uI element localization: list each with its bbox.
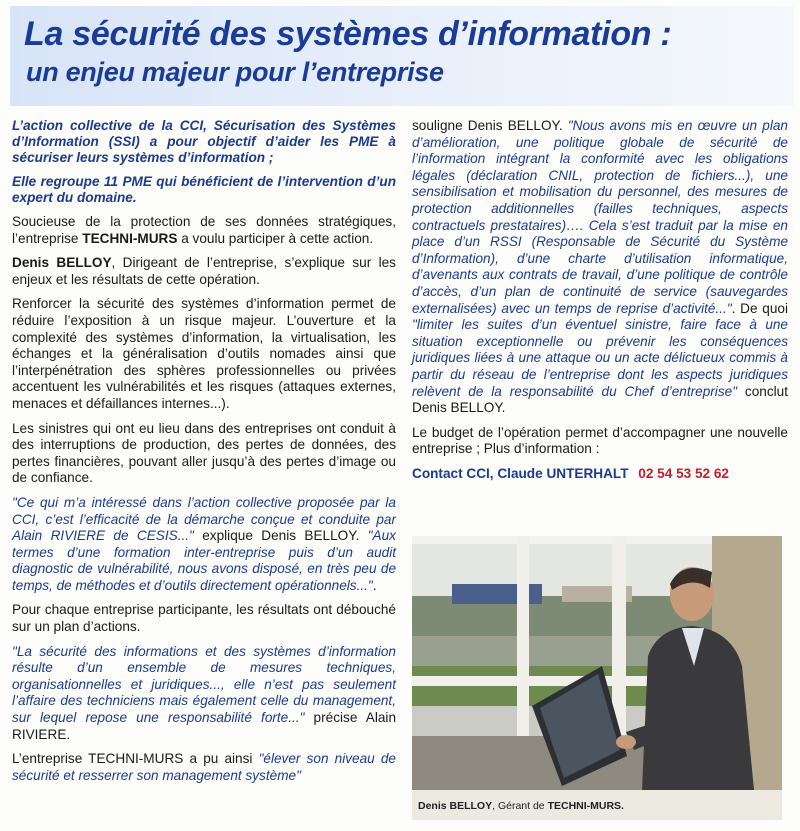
caption-name: Denis BELLOY	[418, 800, 493, 812]
r1-end: conclut Denis BELLOY.	[412, 383, 788, 416]
quote-5: "limiter les suites d’un éventuel sinistre, faire face à une situation exceptionnelle ou prévenir les conséquences juridiques liées à une attaque ou un acte délictueux commis à partir du réseau de l’entreprise dont les aspects juridiques relèvent de la responsabilité du Chef d’entreprise"	[412, 317, 788, 399]
paragraph-security: Renforcer la sécurité des systèmes d’information permet de réduire l’exposition à un risque majeur. L’ouverture et la complexité des systèmes d’information, la virtualisation, les échanges et la généralisation d’outils nomades ainsi que l’interpénétration des sphères professionnelles ou privées accentuent les vulnérabilités et les risques (attaques externes, menaces et défaillances internes...).	[12, 296, 396, 411]
paragraph-action-plan: Pour chaque entreprise participante, les résultats ont débouché sur un plan d’actions.	[12, 602, 396, 635]
intro-paragraph-1: L’action collective de la CCI, Sécurisation des Systèmes d’Information (SSI) a pour objectif d’aider les PME à sécuriser leurs systèmes d’information ;	[12, 118, 396, 165]
intro-paragraph-2: Elle regroupe 11 PME qui bénéficient de l’intervention d’un expert du domaine.	[12, 174, 396, 205]
quote-4: "Nous avons mis en œuvre un plan d’amélioration, une politique globale de sécurité de l’information intégrant la conformité avec les obligations légales (déclaration CNIL, protection de fichiers...), une sensibilisation et mobilisation du personnel, des mesures de protection additionnelles (failles techniques, aspects contractuels prestataires)…. Cela s’est traduit par la mise en place d’un RSSI (Responsable de Sécurité du Système d’Information), d’une charte d’utilisation informatique, d’avenants aux contrats de travail, d’une politique de contrôle d’accès, d’un plan de continuité de service (sauvegardes externalisées) avec un temps de reprise d’activité..."	[412, 118, 788, 316]
photo-man-at-computer-icon	[412, 536, 782, 790]
contact-line	[412, 466, 788, 483]
p1-text-a: Soucieuse de la protection de ses données stratégiques, l’entreprise	[12, 214, 396, 246]
paragraph-director	[12, 255, 396, 288]
p1-text-b: a voulu participer à cette action.	[177, 230, 374, 246]
article-header	[10, 6, 794, 106]
paragraph-quote-4	[412, 118, 788, 417]
title-line-2: un enjeu majeur pour l’entreprise	[26, 57, 444, 87]
quote-2-attribution: précise Alain RIVIERE.	[12, 710, 397, 742]
photo-caption	[412, 790, 782, 820]
caption-text: , Gérant de	[492, 800, 548, 812]
r1-text: souligne Denis BELLOY.	[412, 118, 568, 133]
paragraph-company	[12, 214, 396, 247]
paragraph-raise-level	[12, 751, 396, 784]
photo-illustration	[412, 536, 782, 790]
quote-2: "La sécurité des informations et des systèmes d’information résulte d’un ensemble de mesures techniques, organisationnelles et juridiques..., elle n’est pas seulement l’affaire des techniciens mais également celle du management, sur lequel repose une responsabilité forte..."	[12, 643, 396, 726]
left-column	[12, 118, 396, 792]
paragraph-quote-2	[12, 644, 396, 744]
paragraph-quote-1	[12, 495, 396, 595]
r1-mid: . De quoi	[731, 300, 788, 316]
contact-phone: 02 54 53 52 62	[638, 465, 729, 481]
contact-label: Contact CCI,	[412, 465, 494, 481]
director-name: Denis BELLOY	[12, 255, 112, 271]
paragraph-budget: Le budget de l’opération permet d’accompagner une nouvelle entreprise ; Plus d’information :	[412, 424, 788, 457]
title-line-1: La sécurité des systèmes d’information :	[24, 15, 672, 53]
p2-text: , Dirigeant de l’entreprise, s’explique sur les enjeux et les résultats de cette opération.	[12, 255, 396, 287]
right-column	[412, 118, 788, 490]
company-name: TECHNI-MURS	[82, 230, 178, 246]
paragraph-incidents: Les sinistres qui ont eu lieu dans des entreprises ont conduit à des interruptions de production, des pertes de données, des pertes financières, pouvant aller jusqu’à des pertes d’image ou de confiance.	[12, 420, 396, 486]
quote-1-end: .	[372, 577, 377, 593]
contact-name: Claude UNTERHALT	[497, 465, 629, 481]
caption-company: TECHNI-MURS.	[547, 800, 624, 812]
quote-1a: "Ce qui m’a intéressé dans l’action collective proposée par la CCI, c’est l’efficacité de la démarche conçue et conduite par Alain RIVIERE de CESIS..."	[12, 494, 396, 544]
p6-text: L’entreprise TECHNI-MURS a pu ainsi	[12, 751, 259, 767]
quote-1b: "Aux termes d’une formation inter-entreprise puis d’un audit diagnostic de vulnérabilité, nous avons disposé, en très peu de temps, de méthodes et d’outils directement opérationnels..."	[12, 528, 396, 593]
quote-1-attribution: explique Denis BELLOY.	[193, 528, 368, 544]
quote-3: "élever son niveau de sécurité et resserrer son management système"	[12, 751, 396, 783]
